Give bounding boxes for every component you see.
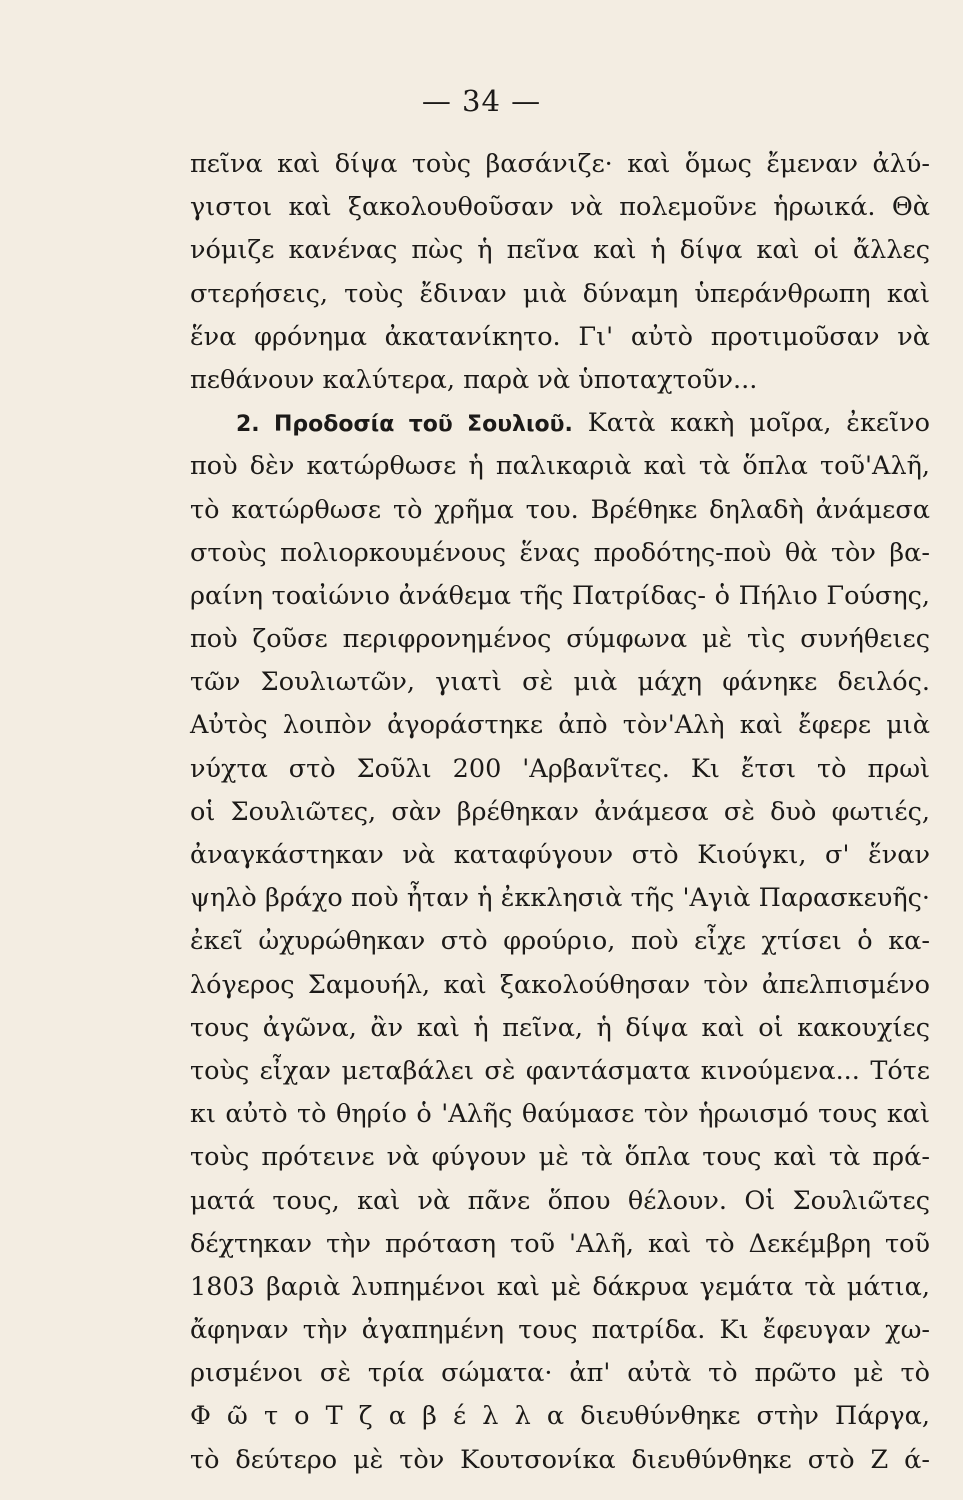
text-line: τοὺς πρότεινε νὰ φύγουν μὲ τὰ ὅπλα τους καὶ τὰ πρά- [190, 1142, 930, 1173]
text-line: τὸ κατώρθωσε τὸ χρῆμα του. Βρέθηκε δηλαδὴ ἀνάμεσα [190, 494, 930, 525]
text-line: ποὺ δὲν κατώρθωσε ἡ παλικαριὰ καὶ τὰ ὅπλα τοῦ'Αλῆ, [190, 451, 930, 482]
text-line: ραίνη τοαἰώνιο ἀνάθεμα τῆς Πατρίδας- ὁ Πήλιο Γούσης, [190, 580, 930, 611]
text-line: οἱ Σουλιῶτες, σὰν βρέθηκαν ἀνάμεσα σὲ δυὸ φωτιές, [190, 796, 930, 827]
section-heading-continuation: Κατὰ κακὴ μοῖρα, ἐκεῖνο [572, 408, 930, 439]
text-line: τὸ δεύτερο μὲ τὸν Κουτσονίκα διευθύνθηκε στὸ Ζ ά- [190, 1444, 930, 1475]
text-line: ποὺ ζοῦσε περιφρονημένος σύμφωνα μὲ τὶς συνήθειες [190, 624, 930, 655]
text-line: Φ ῶ τ ο Τ ζ α β έ λ λ α διευθύνθηκε στὴν Πάργα, [190, 1401, 930, 1432]
text-line: λόγερος Σαμουήλ, καὶ ξακολούθησαν τὸν ἀπελπισμένο [190, 969, 930, 1000]
text-line: πεῖνα καὶ δίψα τοὺς βασάνιζε· καὶ ὅμως ἔμεναν ἀλύ- [190, 149, 930, 179]
text-line: ματά τους, καὶ νὰ πᾶνε ὅπου θέλουν. Οἱ Σουλιῶτες [190, 1185, 930, 1216]
body-text [190, 143, 930, 1482]
section-heading-line [190, 402, 930, 445]
text-line: ἐκεῖ ὠχυρώθηκαν στὸ φρούριο, ποὺ εἶχε χτίσει ὁ κα- [190, 926, 930, 957]
text-line: τους ἀγῶνα, ἂν καὶ ἡ πεῖνα, ἡ δίψα καὶ οἱ κακουχίες [190, 1012, 930, 1043]
text-line: Αὐτὸς λοιπὸν ἀγοράστηκε ἀπὸ τὸν'Αλὴ καὶ ἔφερε μιὰ [190, 710, 930, 741]
text-line: γιστοι καὶ ξακολουθοῦσαν νὰ πολεμοῦνε ἡρωικά. Θὰ [190, 192, 930, 223]
text-line: ἕνα φρόνημα ἀκατανίκητο. Γι' αὐτὸ προτιμοῦσαν νὰ [190, 321, 930, 352]
text-line: 1803 βαριὰ λυπημένοι καὶ μὲ δάκρυα γεμάτα τὰ μάτια, [190, 1271, 930, 1302]
text-line: τοὺς εἶχαν μεταβάλει σὲ φαντάσματα κινούμενα... Τότε [190, 1055, 930, 1086]
text-line: νύχτα στὸ Σοῦλι 200 'Αρβανῖτες. Κι ἔτσι τὸ πρωὶ [190, 753, 930, 784]
section-heading: 2. Προδοσία τοῦ Σουλιοῦ. [236, 412, 573, 438]
text-line: ἄφηναν τὴν ἀγαπημένη τους πατρίδα. Κι ἔφευγαν χω- [190, 1315, 930, 1346]
text-line: κι αὐτὸ τὸ θηρίο ὁ 'Αλῆς θαύμασε τὸν ἡρωισμό τους καὶ [190, 1099, 930, 1130]
text-line: ἀναγκάστηκαν νὰ καταφύγουν στὸ Κιούγκι, σ' ἕναν [190, 840, 930, 870]
page-number: — 34 — [421, 84, 542, 118]
text-line: πεθάνουν καλύτερα, παρὰ νὰ ὑποταχτοῦν... [190, 364, 758, 395]
text-line: δέχτηκαν τὴν πρόταση τοῦ 'Αλῆ, καὶ τὸ Δεκέμβρη τοῦ [190, 1228, 930, 1259]
text-line: τῶν Σουλιωτῶν, γιατὶ σὲ μιὰ μάχη φάνηκε δειλός. [190, 667, 930, 698]
text-line: ψηλὸ βράχο ποὺ ἦταν ἡ ἐκκλησιὰ τῆς 'Αγιὰ Παρασκευῆς· [190, 883, 930, 914]
text-line: στοὺς πολιορκουμένους ἕνας προδότης-ποὺ θὰ τὸν βα- [190, 537, 930, 568]
text-line: στερήσεις, τοὺς ἔδιναν μιὰ δύναμη ὑπεράνθρωπη καὶ [190, 278, 930, 309]
text-line: νόμιζε κανένας πὼς ἡ πεῖνα καὶ ἡ δίψα καὶ οἱ ἄλλες [190, 235, 930, 266]
text-line: ρισμένοι σὲ τρία σώματα· ἀπ' αὐτὰ τὸ πρῶτο μὲ τὸ [190, 1358, 930, 1389]
